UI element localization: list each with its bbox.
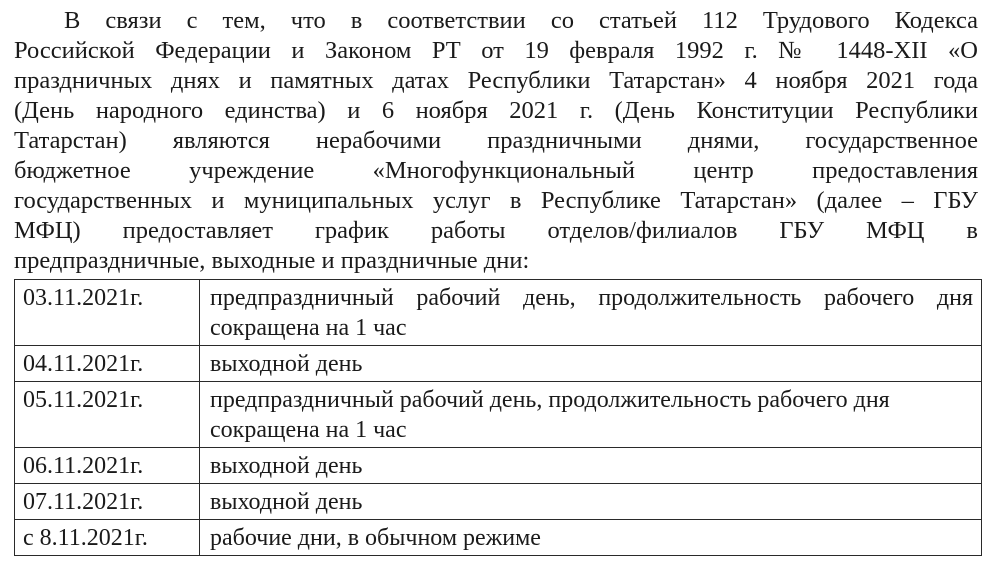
intro-line: Российской Федерации и Законом РТ от 19 февраля 1992 г. № 1448-XII «О — [14, 37, 978, 64]
intro-line: праздничных днях и памятных датах Республики Татарстан» 4 ноября 2021 года — [14, 67, 978, 94]
schedule-description: предпраздничный рабочий день, продолжительность рабочего дня сокращена на 1 час — [200, 280, 982, 346]
schedule-date: 07.11.2021г. — [15, 484, 200, 520]
intro-line: МФЦ) предоставляет график работы отделов/филиалов ГБУ МФЦ в — [14, 217, 978, 244]
schedule-description: выходной день — [200, 448, 982, 484]
intro-line: бюджетное учреждение «Многофункциональный центр предоставления — [14, 157, 978, 184]
schedule-date: с 8.11.2021г. — [15, 520, 200, 556]
holiday-schedule-table — [14, 279, 982, 556]
table-row — [15, 484, 982, 520]
table-row — [15, 448, 982, 484]
schedule-date: 04.11.2021г. — [15, 346, 200, 382]
intro-line: предпраздничные, выходные и праздничные дни: — [14, 247, 530, 274]
schedule-date: 05.11.2021г. — [15, 382, 200, 448]
schedule-date: 03.11.2021г. — [15, 280, 200, 346]
table-row — [15, 382, 982, 448]
table-row — [15, 520, 982, 556]
schedule-description: выходной день — [200, 346, 982, 382]
schedule-description: рабочие дни, в обычном режиме — [200, 520, 982, 556]
intro-line: В связи с тем, что в соответствии со статьей 112 Трудового Кодекса — [64, 7, 978, 34]
intro-line: (День народного единства) и 6 ноября 2021 г. (День Конституции Республики — [14, 97, 978, 124]
schedule-description: предпраздничный рабочий день, продолжительность рабочего дня сокращена на 1 час — [200, 382, 982, 448]
table-row — [15, 346, 982, 382]
table-row — [15, 280, 982, 346]
schedule-description: выходной день — [200, 484, 982, 520]
intro-paragraph — [14, 6, 984, 276]
schedule-date: 06.11.2021г. — [15, 448, 200, 484]
intro-line: государственных и муниципальных услуг в Республике Татарстан» (далее – ГБУ — [14, 187, 978, 214]
intro-line: Татарстан) являются нерабочими праздничными днями, государственное — [14, 127, 978, 154]
